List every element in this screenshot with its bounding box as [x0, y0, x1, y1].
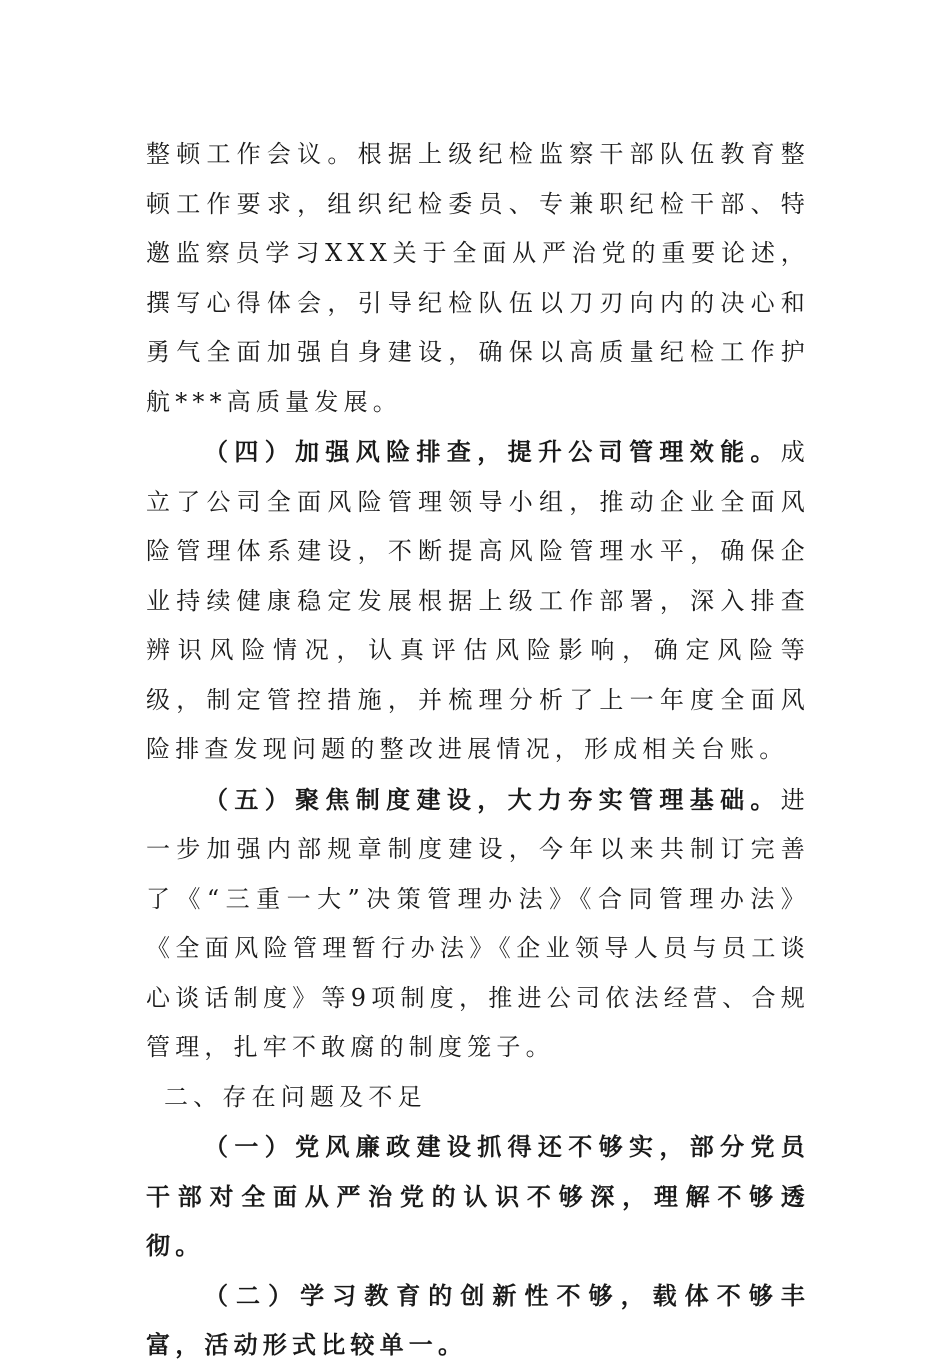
paragraph-text: 成立了公司全面风险管理领导小组，推动企业全面风险管理体系建设，不断提高风险管理水平，确保企业持续健康稳定发展根据上级工作部署，深入排查辨识风险情况，认真评估风险影响，确定风险等级，制定管控措施，并梳理分析了上一年度全面风险排查发现问题的整改进展情况，形成相关台账。	[146, 438, 810, 763]
section-title: 二、存在问题及不足	[164, 1082, 427, 1111]
paragraph-continuation: 整顿工作会议。根据上级纪检监察干部队伍教育整顿工作要求，组织纪检委员、专兼职纪检干部、特邀监察员学习XXX关于全面从严治党的重要论述，撰写心得体会，引导纪检队伍以刀刃向内的决心和勇气全面加强自身建设，确保以高质量纪检工作护航***高质量发展。	[146, 140, 810, 416]
paragraph-risk-management	[146, 427, 810, 775]
paragraph-heading: （五）聚焦制度建设，大力夯实管理基础。	[204, 784, 781, 814]
paragraph-text: 进一步加强内部规章制度建设，今年以来共制订完善了《“三重一大”决策管理办法》《合同管理办法》《全面风险管理暂行办法》《企业领导人员与员工谈心谈话制度》等9项制度，推进公司依法经营、合规管理，扎牢不敢腐的制度笼子。	[146, 785, 810, 1061]
paragraph-heading: （四）加强风险排查，提升公司管理效能。	[204, 437, 781, 466]
paragraph-system-building	[146, 775, 810, 1073]
document-body	[146, 130, 810, 1370]
issue-item: （一）党风廉政建设抓得还不够实，部分党员干部对全面从严治党的认识不够深，理解不够透彻。	[146, 1132, 810, 1260]
issue-item: （二）学习教育的创新性不够，载体不够丰富，活动形式比较单一。	[146, 1280, 810, 1359]
